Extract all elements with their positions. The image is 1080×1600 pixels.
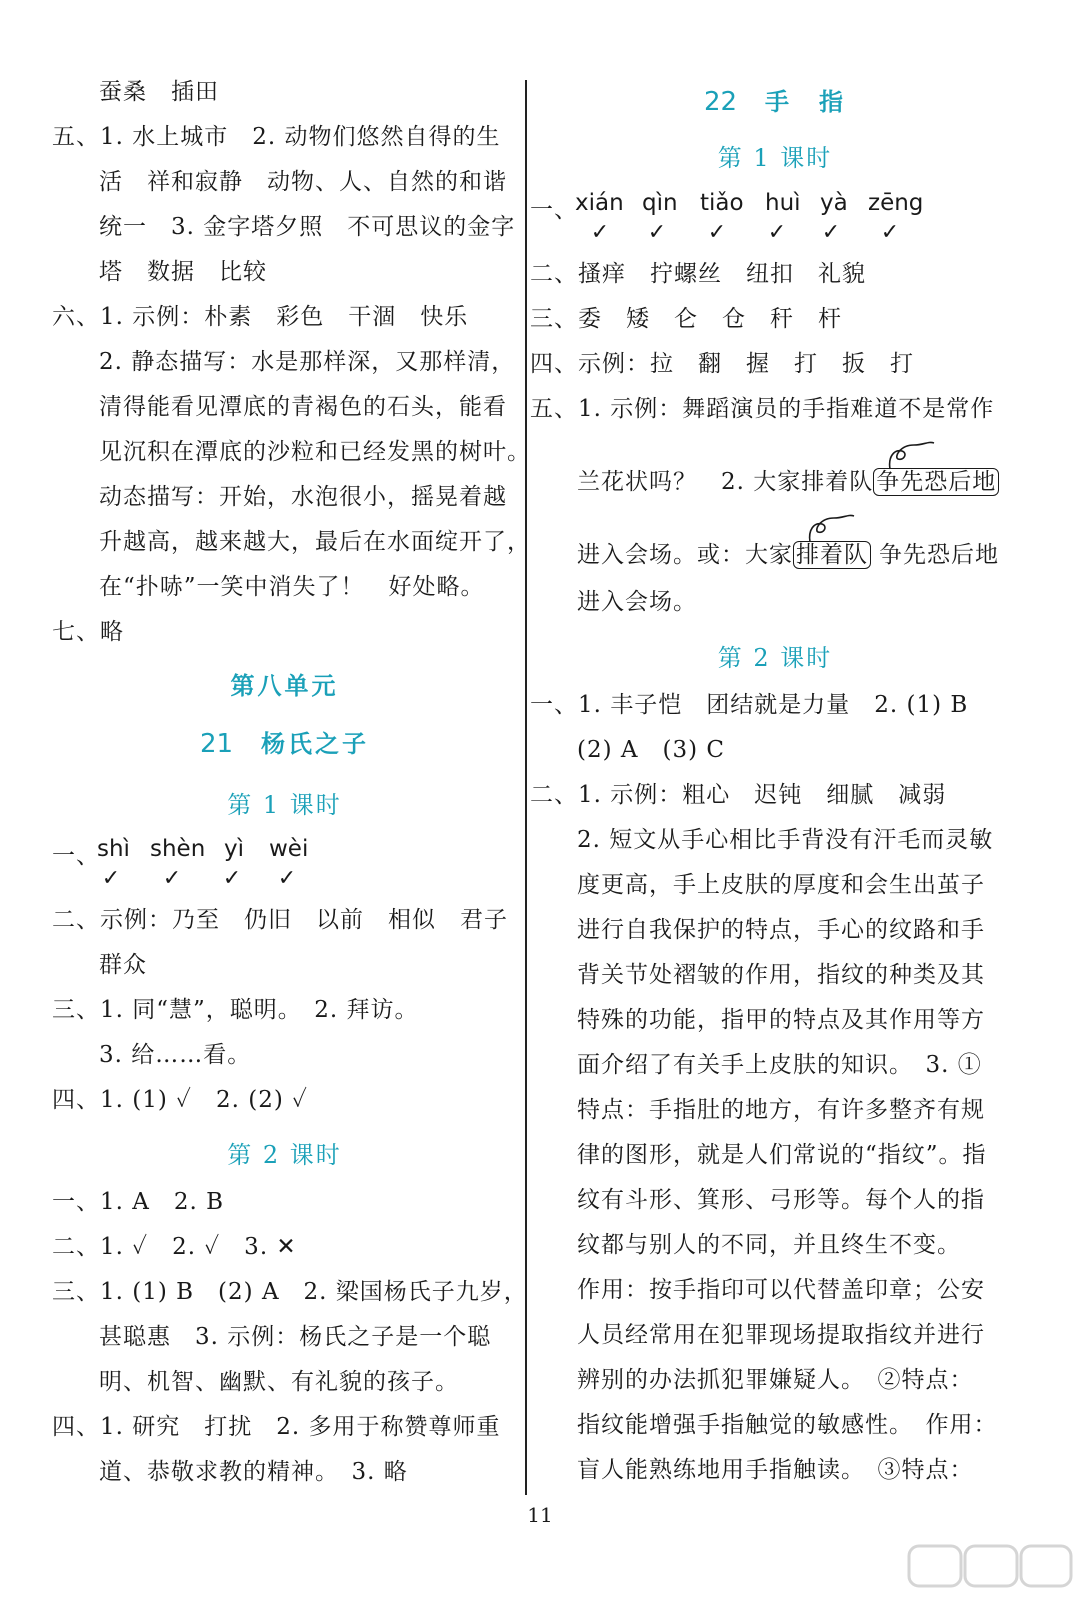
move-mark-icon	[884, 437, 944, 471]
text-line: (2) A (3) C	[577, 737, 725, 763]
text-line: 清得能看见潭底的青褐色的石头，能看	[99, 394, 507, 420]
text-line: 人员经常用在犯罪现场提取指纹并进行	[577, 1322, 985, 1348]
text-line: 盲人能熟练地用手指触读。 ③特点：	[577, 1457, 974, 1483]
text-line: 律的图形，就是人们常说的“指纹”。指	[577, 1142, 987, 1168]
check-mark: ✓	[707, 220, 727, 245]
pinyin: tiǎo	[700, 190, 744, 216]
text-line: 统一 3. 金字塔夕照 不可思议的金字	[99, 214, 516, 240]
lesson-number: 22	[703, 87, 738, 117]
move-mark-icon	[804, 510, 864, 544]
text-line: 塔 数据 比较	[99, 259, 267, 285]
moved-phrase-box	[793, 541, 871, 569]
lesson-number: 21	[199, 729, 234, 759]
text-line: 四、1. (1) ✓ 2. (2) ✓	[52, 1087, 308, 1113]
lesson-heading	[52, 724, 517, 759]
moved-phrase-box	[873, 468, 999, 496]
text-line: 升越高，越来越大，最后在水面绽开了，	[99, 529, 531, 555]
text-line: 辨别的办法抓犯罪嫌疑人。 ②特点：	[577, 1367, 974, 1393]
pinyin: shèn	[150, 836, 206, 862]
check-mark: ✓	[590, 220, 610, 245]
text-line: 在“扑哧”一笑中消失了！ 好处略。	[99, 574, 485, 600]
text-line: 特点：手指肚的地方，有许多整齐有规	[577, 1097, 985, 1123]
pinyin: zēng	[868, 190, 924, 216]
text-line: 二、1. ✓ 2. ✓ 3. ✕	[52, 1234, 297, 1260]
page-number: 11	[527, 1503, 553, 1527]
watermark-logo	[905, 1540, 1075, 1600]
pinyin: huì	[765, 190, 801, 216]
boxed-text: 争先恐后地	[876, 469, 997, 495]
pinyin-question	[52, 836, 352, 896]
text-segment: 兰花状吗？ 2. 大家排着队	[577, 469, 874, 495]
text-line: 作用：按手指印可以代替盖印章；公安	[577, 1277, 985, 1303]
text-line: 四、1. 研究 打扰 2. 多用于称赞尊师重	[52, 1414, 501, 1440]
check-mark: ✓	[880, 220, 900, 245]
text-line: 四、示例：拉 翻 握 打 扳 打	[530, 351, 914, 377]
lesson-title: 杨氏之子	[261, 730, 370, 758]
text-line: 背关节处褶皱的作用，指纹的种类及其	[577, 962, 985, 988]
text-line: 3. 给……看。	[99, 1042, 252, 1068]
text-line: 甚聪惠 3. 示例：杨氏之子是一个聪	[99, 1324, 492, 1350]
text-line	[577, 466, 999, 498]
text-segment: 进入会场。或：大家	[577, 542, 793, 568]
text-line: 2. 静态描写：水是那样深，又那样清，	[99, 349, 516, 375]
pinyin: yà	[820, 190, 848, 216]
text-line: 二、1. 示例：粗心 迟钝 细腻 减弱	[530, 782, 947, 808]
boxed-text: 排着队	[796, 542, 868, 568]
check-mark: ✓	[277, 866, 297, 891]
text-line: 见沉积在潭底的沙粒和已经发黑的树叶。	[99, 439, 531, 465]
text-line	[577, 539, 999, 571]
text-line: 活 祥和寂静 动物、人、自然的和谐	[99, 169, 507, 195]
text-line: 明、机智、幽默、有礼貌的孩子。	[99, 1369, 459, 1395]
text-line: 一、1. A 2. B	[52, 1189, 225, 1215]
check-mark: ✓	[821, 220, 841, 245]
text-line: 三、委 矮 仑 仓 秆 杆	[530, 306, 842, 332]
text-line: 纹有斗形、箕形、弓形等。每个人的指	[577, 1187, 985, 1213]
pinyin: qìn	[642, 190, 678, 216]
check-mark: ✓	[647, 220, 667, 245]
text-line: 三、1. 同“慧”，聪明。 2. 拜访。	[52, 997, 419, 1023]
check-mark: ✓	[162, 866, 182, 891]
period-heading: 第 2 课时	[717, 644, 833, 672]
lesson-heading	[530, 82, 1020, 117]
text-line: 二、搔痒 拧螺丝 纽扣 礼貌	[530, 261, 866, 287]
text-line: 指纹能增强手指触觉的敏感性。 作用：	[577, 1412, 998, 1438]
pinyin: xián	[575, 190, 624, 216]
text-line: 2. 短文从手心相比手背没有汗毛而灵敏	[577, 827, 994, 853]
question-label: 一、	[52, 843, 100, 869]
text-line: 六、1. 示例：朴素 彩色 干涸 快乐	[52, 304, 469, 330]
text-line: 度更高，手上皮肤的厚度和会生出茧子	[577, 872, 985, 898]
text-line: 七、略	[52, 619, 124, 645]
text-line: 蚕桑 插田	[99, 79, 219, 105]
check-mark: ✓	[222, 866, 242, 891]
period-heading: 第 2 课时	[227, 1141, 342, 1169]
text-line: 纹都与别人的不同，并且终生不变。	[577, 1232, 961, 1258]
lesson-title: 手 指	[765, 88, 847, 116]
period-heading: 第 1 课时	[717, 144, 833, 172]
text-line: 三、1. (1) B (2) A 2. 梁国杨氏子九岁，	[52, 1279, 528, 1305]
period-heading: 第 1 课时	[227, 791, 342, 819]
text-line: 动态描写：开始，水泡很小，摇晃着越	[99, 484, 507, 510]
text-line: 面介绍了有关手上皮肤的知识。 3. ①	[577, 1052, 982, 1078]
text-line: 五、1. 水上城市 2. 动物们悠然自得的生	[52, 124, 501, 150]
text-line: 五、1. 示例：舞蹈演员的手指难道不是常作	[530, 396, 995, 422]
question-label: 一、	[530, 197, 578, 223]
text-line: 二、示例：乃至 仍旧 以前 相似 君子	[52, 907, 508, 933]
text-segment: 争先恐后地	[879, 542, 999, 568]
unit-heading: 第八单元	[230, 672, 339, 700]
text-line: 特殊的功能，指甲的特点及其作用等方	[577, 1007, 985, 1033]
check-mark: ✓	[101, 866, 121, 891]
text-line: 一、1. 丰子恺 团结就是力量 2. (1) B	[530, 692, 969, 718]
pinyin-question	[530, 190, 970, 250]
check-mark: ✓	[767, 220, 787, 245]
pinyin: yì	[224, 836, 245, 862]
pinyin: wèi	[269, 836, 309, 862]
text-line: 群众	[99, 952, 147, 978]
text-line: 进行自我保护的特点，手心的纹路和手	[577, 917, 985, 943]
pinyin: shì	[97, 836, 130, 862]
text-line: 进入会场。	[577, 589, 697, 615]
text-line: 道、恭敬求教的精神。 3. 略	[99, 1459, 408, 1485]
